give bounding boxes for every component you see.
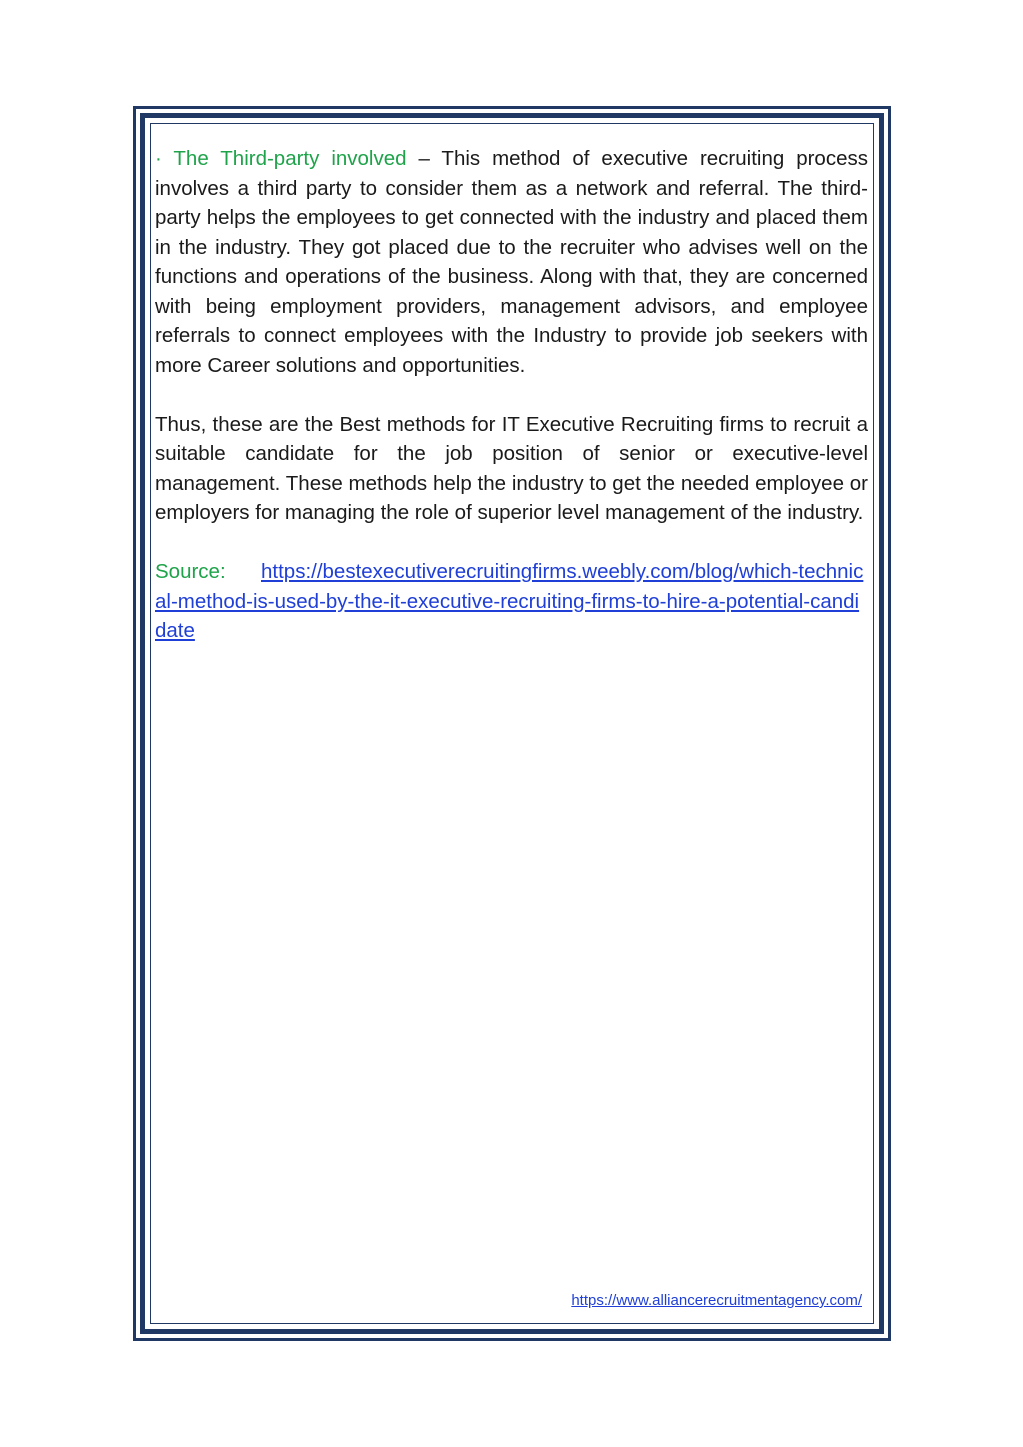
footer-website-link[interactable]: https://www.alliancerecruitmentagency.com/ [571,1292,862,1309]
third-party-body: – This method of executive recruiting process involves a third party to consider them as a network and referral. The third-party helps the employees to get connected with the industry and placed them in the industry. They got placed due to the recruiter who advises well on the functions and operations of the business. Along with that, they are concerned with being employment providers, management advisors, and employee referrals to connect employees with the Industry to provide job seekers with more Career solutions and opportunities. [155,147,868,377]
source-link[interactable]: https://bestexecutiverecruitingfirms.weebly.com/blog/which-technical-method-is-used-by-the-it-executive-recruiting-firms-to-hire-a-potential-candidate [155,560,864,642]
conclusion-paragraph: Thus, these are the Best methods for IT Executive Recruiting firms to recruit a suitable candidate for the job position of senior or executive-level management. These methods help the industry to get the needed employee or employers for managing the role of superior level management of the industry. [155,412,868,524]
source-label: Source: [155,560,226,583]
source-paragraph [155,557,868,646]
third-party-heading: The Third-party involved [173,147,407,170]
bullet-marker: · [155,147,174,170]
document-body [155,144,868,675]
third-party-paragraph [155,144,868,380]
